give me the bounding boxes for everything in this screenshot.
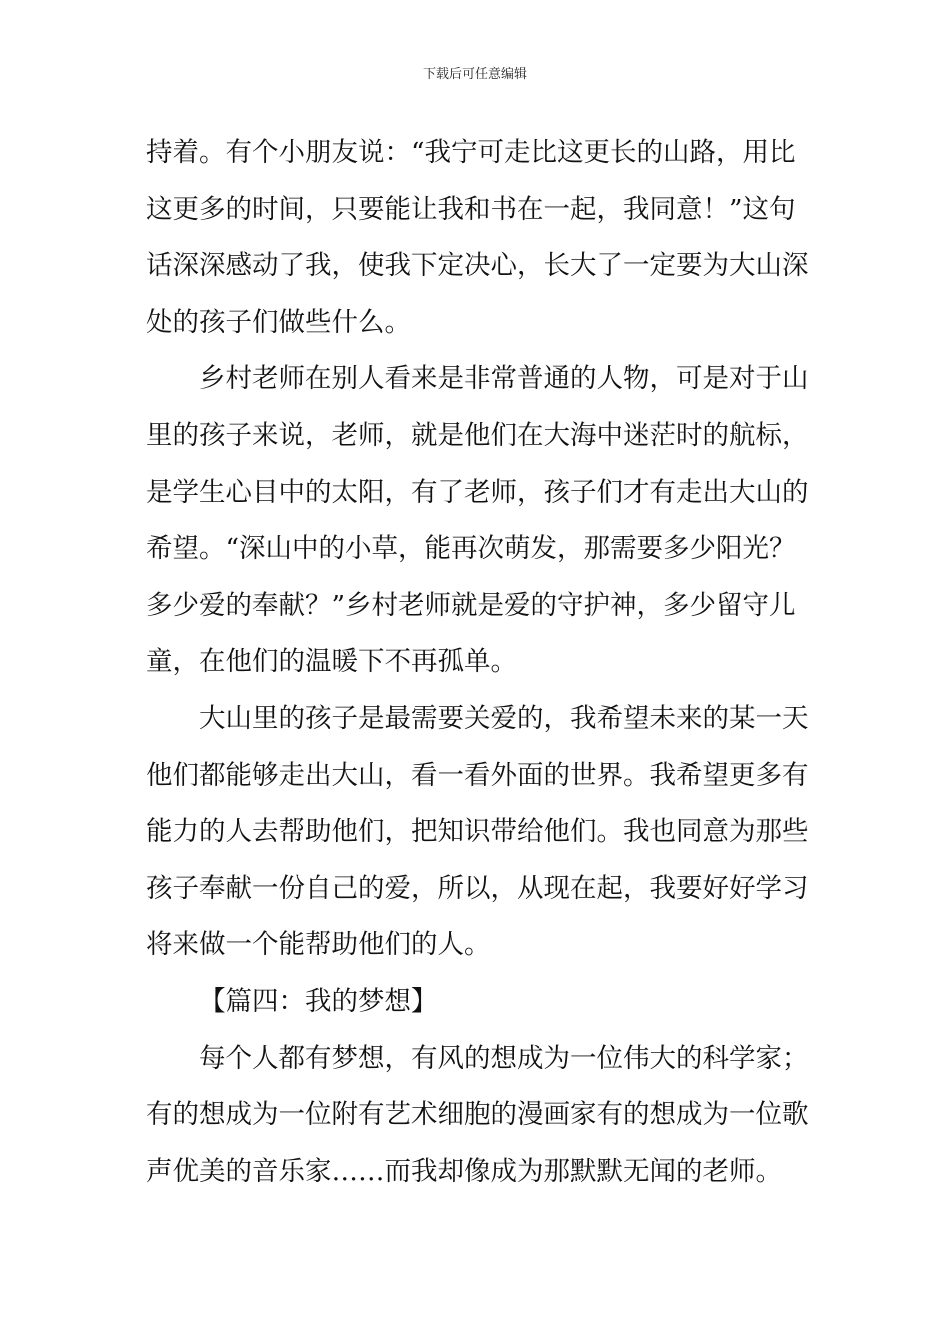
paragraph-line: 处的孩子们做些什么。 xyxy=(146,306,411,338)
paragraph-line: 话深深感动了我，使我下定决心，长大了一定要为大山深 xyxy=(146,250,808,282)
paragraph-line: 声优美的音乐家……而我却像成为那默默无闻的老师。 xyxy=(146,1155,782,1187)
paragraph-line: 他们都能够走出大山，看一看外面的世界。我希望更多有 xyxy=(146,759,808,791)
paragraph-line: 将来做一个能帮助他们的人。 xyxy=(146,929,491,961)
paragraph-line: 持着。有个小朋友说：“我宁可走比这更长的山路，用比 xyxy=(146,137,796,168)
section-heading: 【篇四：我的梦想】 xyxy=(199,985,438,1017)
paragraph-first-line: 每个人都有梦想，有风的想成为一位伟大的科学家； xyxy=(199,1042,808,1074)
paragraph-line: 有的想成为一位附有艺术细胞的漫画家有的想成为一位歌 xyxy=(146,1099,808,1131)
paragraph-line: 孩子奉献一份自己的爱，所以，从现在起，我要好好学习 xyxy=(146,872,808,904)
paragraph-line: 能力的人去帮助他们，把知识带给他们。我也同意为那些 xyxy=(146,816,808,848)
body-text xyxy=(146,125,808,1200)
header-note: 下载后可任意编辑 xyxy=(422,67,527,82)
paragraph-line: 里的孩子来说，老师，就是他们在大海中迷茫时的航标， xyxy=(146,419,808,451)
paragraph-first-line: 乡村老师在别人看来是非常普通的人物，可是对于山 xyxy=(199,363,808,395)
paragraph-line: 这更多的时间，只要能让我和书在一起，我同意！”这句 xyxy=(146,193,796,225)
paragraph-line: 多少爱的奉献？”乡村老师就是爱的守护神，多少留守儿 xyxy=(146,589,796,621)
paragraph-line: 是学生心目中的太阳，有了老师，孩子们才有走出大山的 xyxy=(146,476,808,508)
paragraph-line: 希望。“深山中的小草，能再次萌发，那需要多少阳光？ xyxy=(146,533,796,565)
paragraph-line: 童，在他们的温暖下不再孤单。 xyxy=(146,646,517,678)
paragraph-first-line: 大山里的孩子是最需要关爱的，我希望未来的某一天 xyxy=(199,702,808,734)
